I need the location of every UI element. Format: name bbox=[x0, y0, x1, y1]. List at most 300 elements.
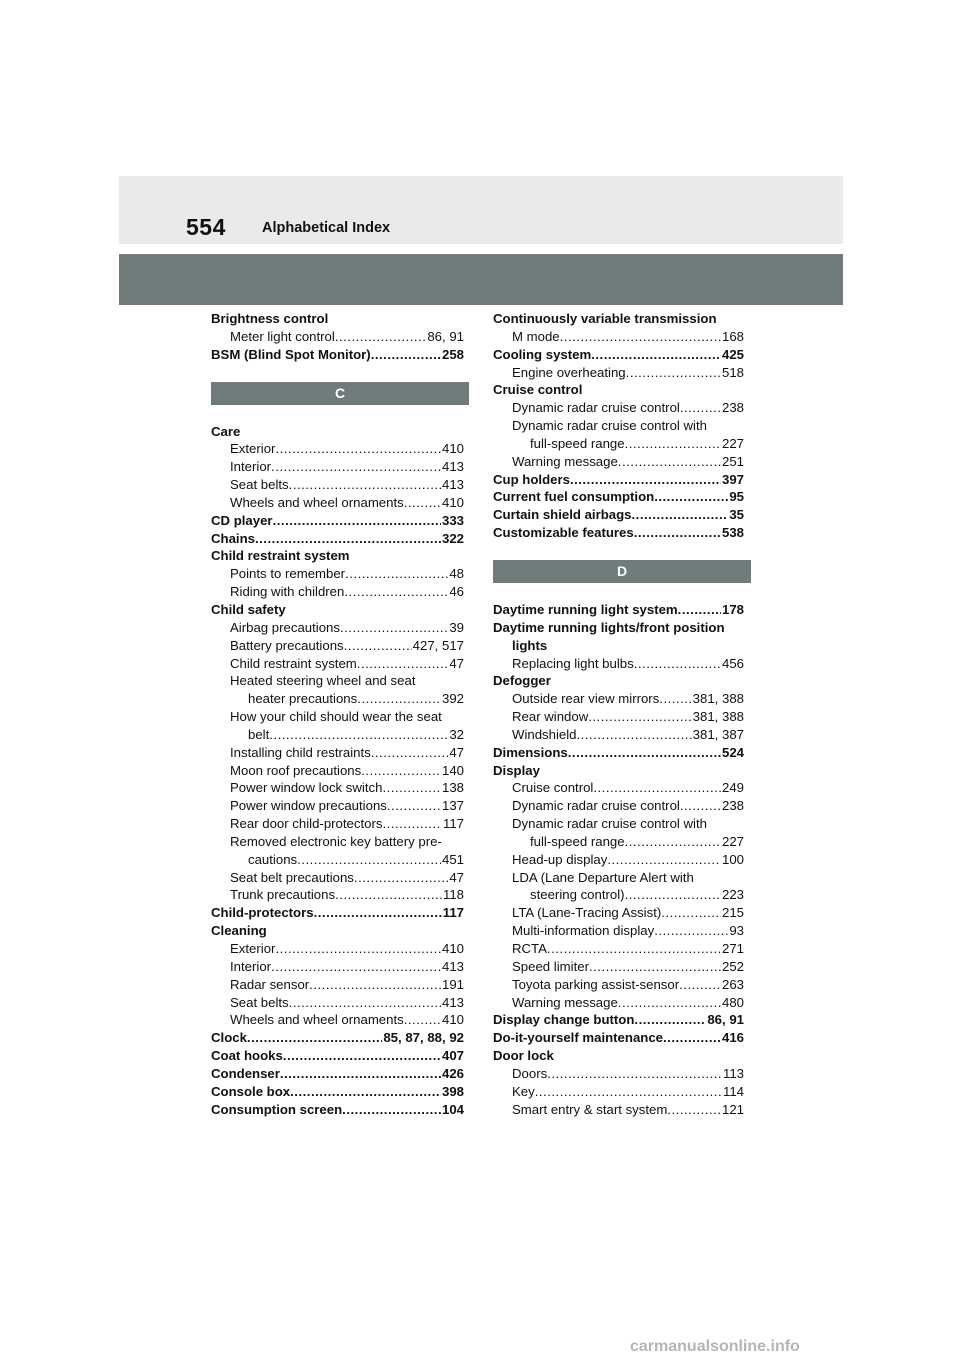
entry-term: Key bbox=[512, 1083, 535, 1099]
dot-leader bbox=[361, 762, 441, 780]
index-entry bbox=[493, 328, 744, 346]
index-entry bbox=[493, 833, 744, 851]
index-entry bbox=[211, 310, 464, 328]
entry-term: Speed limiter bbox=[512, 958, 589, 974]
index-entry bbox=[493, 435, 744, 453]
entry-page: 410 bbox=[441, 494, 464, 510]
dot-leader bbox=[593, 779, 721, 797]
entry-term: How your child should wear the seat bbox=[230, 709, 442, 725]
index-entry bbox=[211, 904, 464, 922]
index-entry bbox=[493, 399, 744, 417]
entry-term: Toyota parking assist-sensor bbox=[512, 976, 680, 992]
dot-leader bbox=[354, 869, 448, 887]
entry-term: Power window lock switch bbox=[230, 780, 383, 796]
entry-term: Warning message bbox=[512, 994, 618, 1010]
index-entry bbox=[493, 346, 744, 364]
entry-page: 47 bbox=[449, 655, 464, 671]
entry-term: Battery precautions bbox=[230, 637, 344, 653]
index-entry bbox=[493, 310, 744, 328]
entry-term: Exterior bbox=[230, 441, 276, 457]
index-entry bbox=[211, 637, 464, 655]
entry-page: 93 bbox=[729, 923, 744, 939]
entry-page: 251 bbox=[721, 453, 744, 469]
entry-term: Consumption screen bbox=[211, 1101, 343, 1117]
index-entry bbox=[493, 672, 744, 690]
dot-leader bbox=[344, 637, 412, 655]
index-group-top-right bbox=[493, 310, 744, 542]
dot-leader bbox=[357, 690, 441, 708]
entry-term: Airbag precautions bbox=[230, 619, 340, 635]
index-entry bbox=[211, 976, 464, 994]
index-entry bbox=[211, 779, 464, 797]
index-entry bbox=[211, 1065, 464, 1083]
entry-page: 413 bbox=[441, 477, 464, 493]
entry-page: 410 bbox=[441, 1012, 464, 1028]
index-entry bbox=[493, 1065, 744, 1083]
page-number: 554 bbox=[186, 214, 226, 240]
entry-term: Console box bbox=[211, 1083, 291, 1099]
entry-term: Engine overheating bbox=[512, 364, 626, 380]
entry-page: 451 bbox=[441, 851, 464, 867]
index-entry bbox=[211, 690, 464, 708]
entry-term: Warning message bbox=[512, 453, 618, 469]
entry-page: 178 bbox=[721, 601, 744, 617]
index-entry bbox=[493, 762, 744, 780]
entry-term: M mode bbox=[512, 328, 560, 344]
entry-term: Interior bbox=[230, 958, 272, 974]
index-column-left bbox=[211, 310, 464, 1118]
dot-leader bbox=[404, 1011, 441, 1029]
index-column-right bbox=[493, 310, 744, 1118]
dot-leader bbox=[547, 1065, 722, 1083]
index-entry bbox=[493, 488, 744, 506]
entry-term: Child safety bbox=[211, 601, 286, 617]
dot-leader bbox=[607, 851, 721, 869]
index-entry bbox=[211, 346, 464, 364]
entry-term: Head-up display bbox=[512, 851, 608, 867]
entry-term: Condenser bbox=[211, 1065, 280, 1081]
entry-page: 426 bbox=[441, 1065, 464, 1081]
index-entry bbox=[211, 869, 464, 887]
entry-page: 118 bbox=[442, 887, 464, 903]
entry-term: Exterior bbox=[230, 941, 276, 956]
dot-leader bbox=[344, 583, 448, 601]
index-entry bbox=[211, 530, 464, 548]
entry-page: 381, 387 bbox=[692, 726, 744, 742]
entry-term: Defogger bbox=[493, 673, 551, 689]
dot-leader bbox=[289, 476, 441, 494]
entry-page: 413 bbox=[441, 994, 464, 1010]
entry-term: Seat belts bbox=[230, 994, 289, 1010]
entry-term: Daytime running light system bbox=[493, 601, 678, 617]
index-entry bbox=[493, 726, 744, 744]
entry-page: 86, 91 bbox=[707, 1012, 744, 1028]
index-entry bbox=[211, 423, 464, 441]
entry-term: Display bbox=[493, 762, 540, 778]
dot-leader bbox=[255, 530, 441, 548]
index-group-c bbox=[211, 423, 464, 1119]
dot-leader bbox=[357, 655, 449, 673]
entry-page: 416 bbox=[721, 1030, 744, 1046]
index-entry bbox=[493, 1029, 744, 1047]
entry-page: 121 bbox=[721, 1101, 744, 1117]
dot-leader bbox=[273, 512, 441, 530]
entry-term: Dynamic radar cruise control bbox=[512, 798, 680, 814]
entry-term: Current fuel consumption bbox=[493, 489, 655, 505]
dot-leader bbox=[663, 1029, 721, 1047]
entry-term: Seat belt precautions bbox=[230, 869, 354, 885]
entry-term: Moon roof precautions bbox=[230, 762, 362, 778]
dot-leader bbox=[659, 690, 691, 708]
dot-leader bbox=[271, 958, 441, 976]
index-entry bbox=[211, 815, 464, 833]
index-entry bbox=[493, 417, 744, 435]
entry-term: Windshield bbox=[512, 726, 577, 742]
index-entry bbox=[211, 886, 464, 904]
entry-term: RCTA bbox=[512, 941, 547, 956]
index-entry bbox=[211, 1047, 464, 1065]
entry-term: Cup holders bbox=[493, 471, 570, 487]
entry-term: Brightness control bbox=[211, 311, 329, 326]
header-band bbox=[119, 254, 843, 305]
dot-leader bbox=[589, 958, 721, 976]
dot-leader bbox=[661, 904, 721, 922]
entry-term: LTA (Lane-Tracing Assist) bbox=[512, 905, 662, 921]
entry-page: 117 bbox=[442, 905, 464, 921]
entry-page: 168 bbox=[721, 328, 744, 344]
index-entry bbox=[211, 833, 464, 851]
entry-term: Wheels and wheel ornaments bbox=[230, 494, 404, 510]
entry-page: 252 bbox=[721, 958, 744, 974]
index-entry bbox=[493, 471, 744, 489]
entry-term: Radar sensor bbox=[230, 976, 310, 992]
entry-term: Chains bbox=[211, 530, 255, 546]
index-entry bbox=[493, 690, 744, 708]
entry-page: 413 bbox=[441, 958, 464, 974]
entry-page: 238 bbox=[721, 798, 744, 814]
entry-term: Outside rear view mirrors bbox=[512, 691, 660, 707]
entry-page: 249 bbox=[721, 780, 744, 796]
dot-leader bbox=[625, 833, 721, 851]
entry-page: 227 bbox=[721, 435, 744, 451]
dot-leader bbox=[340, 619, 448, 637]
index-entry bbox=[493, 1083, 744, 1101]
dot-leader bbox=[335, 328, 427, 346]
entry-term: Clock bbox=[211, 1030, 247, 1046]
index-entry bbox=[211, 458, 464, 476]
index-entry bbox=[211, 744, 464, 762]
entry-page: 322 bbox=[441, 530, 464, 546]
index-entry bbox=[493, 940, 744, 958]
dot-leader bbox=[297, 851, 441, 869]
entry-term: Daytime running lights/front position bbox=[493, 619, 725, 635]
entry-page: 392 bbox=[441, 691, 464, 707]
entry-page: 238 bbox=[721, 400, 744, 416]
entry-term: Continuously variable transmission bbox=[493, 311, 717, 326]
index-entry bbox=[493, 708, 744, 726]
dot-leader bbox=[269, 726, 448, 744]
entry-term: Child restraint system bbox=[230, 655, 357, 671]
entry-page: 227 bbox=[721, 833, 744, 849]
dot-leader bbox=[289, 994, 441, 1012]
letter-heading-d: D bbox=[493, 560, 751, 583]
entry-term: Points to remember bbox=[230, 566, 346, 582]
index-entry bbox=[211, 708, 464, 726]
entry-page: 427, 517 bbox=[412, 637, 464, 653]
index-entry bbox=[211, 994, 464, 1012]
dot-leader bbox=[271, 458, 441, 476]
dot-leader bbox=[632, 506, 729, 524]
dot-leader bbox=[654, 922, 728, 940]
index-entry bbox=[493, 381, 744, 399]
entry-page: 140 bbox=[441, 762, 464, 778]
entry-page: 407 bbox=[441, 1048, 464, 1064]
dot-leader bbox=[535, 1083, 722, 1101]
index-entry bbox=[493, 976, 744, 994]
entry-term: Cruise control bbox=[493, 382, 583, 398]
entry-term: Rear window bbox=[512, 709, 589, 725]
index-entry bbox=[493, 958, 744, 976]
entry-term: Dimensions bbox=[493, 744, 568, 760]
dot-leader bbox=[680, 797, 721, 815]
entry-term: Trunk precautions bbox=[230, 887, 336, 903]
index-entry bbox=[493, 364, 744, 382]
entry-term: Dynamic radar cruise control with bbox=[512, 816, 707, 832]
index-entry bbox=[211, 672, 464, 690]
dot-leader bbox=[275, 940, 441, 958]
dot-leader bbox=[618, 453, 721, 471]
dot-leader bbox=[634, 524, 721, 542]
entry-page: 39 bbox=[449, 619, 464, 635]
entry-page: 398 bbox=[441, 1083, 464, 1099]
entry-page: 271 bbox=[721, 941, 744, 956]
dot-leader bbox=[309, 976, 441, 994]
index-entry bbox=[211, 512, 464, 530]
index-entry bbox=[493, 744, 744, 762]
entry-term: Replacing light bulbs bbox=[512, 655, 634, 671]
dot-leader bbox=[560, 328, 721, 346]
dot-leader bbox=[678, 601, 721, 619]
entry-term: Care bbox=[211, 423, 241, 439]
entry-term: Curtain shield airbags bbox=[493, 507, 632, 523]
letter-heading-c: C bbox=[211, 382, 469, 405]
entry-page: 46 bbox=[449, 584, 464, 600]
entry-page: 518 bbox=[721, 364, 744, 380]
entry-page: 117 bbox=[442, 816, 464, 832]
entry-term: Coat hooks bbox=[211, 1048, 283, 1064]
entry-term: Heated steering wheel and seat bbox=[230, 673, 416, 689]
entry-term: Door lock bbox=[493, 1048, 554, 1064]
index-entry bbox=[211, 797, 464, 815]
entry-term: belt bbox=[248, 726, 270, 742]
index-entry bbox=[493, 524, 744, 542]
index-entry bbox=[211, 1011, 464, 1029]
dot-leader bbox=[577, 726, 692, 744]
entry-page: 100 bbox=[721, 851, 744, 867]
entry-term: Cleaning bbox=[211, 923, 267, 939]
entry-page: 223 bbox=[721, 887, 744, 903]
index-entry bbox=[493, 619, 744, 637]
entry-term: Child restraint system bbox=[211, 548, 350, 564]
header-bar bbox=[119, 176, 843, 244]
index-entry bbox=[493, 886, 744, 904]
index-entry bbox=[211, 1029, 464, 1047]
entry-term: BSM (Blind Spot Monitor) bbox=[211, 346, 371, 362]
index-entry bbox=[211, 565, 464, 583]
index-entry bbox=[211, 583, 464, 601]
entry-page: 47 bbox=[449, 869, 464, 885]
dot-leader bbox=[634, 1011, 706, 1029]
index-entry bbox=[493, 922, 744, 940]
entry-term: lights bbox=[512, 637, 548, 653]
dot-leader bbox=[654, 488, 728, 506]
index-entry bbox=[493, 1011, 744, 1029]
index-entry bbox=[211, 958, 464, 976]
entry-term: Seat belts bbox=[230, 477, 289, 493]
dot-leader bbox=[283, 1047, 441, 1065]
index-entry bbox=[211, 762, 464, 780]
entry-page: 35 bbox=[729, 507, 744, 523]
dot-leader bbox=[591, 346, 721, 364]
dot-leader bbox=[568, 744, 721, 762]
entry-page: 85, 87, 88, 92 bbox=[383, 1030, 464, 1046]
entry-page: 480 bbox=[721, 994, 744, 1010]
dot-leader bbox=[570, 471, 721, 489]
entry-term: steering control) bbox=[530, 887, 625, 903]
entry-term: Cooling system bbox=[493, 346, 592, 362]
dot-leader bbox=[625, 886, 721, 904]
entry-page: 397 bbox=[721, 471, 744, 487]
index-entry bbox=[211, 726, 464, 744]
entry-term: Meter light control bbox=[230, 328, 335, 344]
index-entry bbox=[211, 1083, 464, 1101]
dot-leader bbox=[387, 797, 441, 815]
index-entry bbox=[211, 851, 464, 869]
index-group-top-left bbox=[211, 310, 464, 364]
dot-leader bbox=[626, 364, 721, 382]
entry-term: Multi-information display bbox=[512, 923, 655, 939]
dot-leader bbox=[625, 435, 721, 453]
dot-leader bbox=[247, 1029, 382, 1047]
entry-term: LDA (Lane Departure Alert with bbox=[512, 869, 694, 885]
index-entry bbox=[211, 922, 464, 940]
dot-leader bbox=[335, 886, 442, 904]
index-entry bbox=[493, 869, 744, 887]
entry-page: 47 bbox=[449, 744, 464, 760]
index-entry bbox=[493, 453, 744, 471]
entry-term: Child-protectors bbox=[211, 905, 314, 921]
dot-leader bbox=[634, 655, 721, 673]
index-entry bbox=[493, 815, 744, 833]
dot-leader bbox=[314, 904, 442, 922]
dot-leader bbox=[404, 494, 441, 512]
index-entry bbox=[211, 328, 464, 346]
index-entry bbox=[211, 619, 464, 637]
index-entry bbox=[211, 601, 464, 619]
entry-page: 95 bbox=[729, 489, 744, 505]
index-entry bbox=[211, 476, 464, 494]
entry-page: 32 bbox=[449, 726, 464, 742]
entry-page: 48 bbox=[449, 566, 464, 582]
dot-leader bbox=[382, 779, 441, 797]
dot-leader bbox=[290, 1083, 441, 1101]
dot-leader bbox=[371, 346, 441, 364]
entry-term: Display change button bbox=[493, 1012, 635, 1028]
index-entry bbox=[493, 904, 744, 922]
entry-page: 263 bbox=[721, 976, 744, 992]
entry-page: 381, 388 bbox=[692, 709, 744, 725]
entry-page: 456 bbox=[721, 655, 744, 671]
index-entry bbox=[493, 1047, 744, 1065]
dot-leader bbox=[667, 1101, 721, 1119]
dot-leader bbox=[547, 940, 721, 958]
entry-term: Customizable features bbox=[493, 525, 634, 541]
entry-page: 138 bbox=[441, 780, 464, 796]
dot-leader bbox=[588, 708, 691, 726]
entry-page: 191 bbox=[441, 976, 464, 992]
entry-page: 333 bbox=[441, 512, 464, 528]
entry-page: 258 bbox=[441, 346, 464, 362]
index-entry bbox=[211, 940, 464, 958]
index-entry bbox=[493, 851, 744, 869]
index-entry bbox=[211, 494, 464, 512]
index-entry bbox=[211, 655, 464, 673]
index-entry bbox=[493, 601, 744, 619]
index-entry bbox=[493, 506, 744, 524]
index-entry bbox=[211, 1101, 464, 1119]
entry-term: Dynamic radar cruise control with bbox=[512, 418, 707, 434]
entry-page: 114 bbox=[722, 1083, 744, 1099]
entry-page: 137 bbox=[441, 798, 464, 814]
entry-term: Removed electronic key battery pre- bbox=[230, 833, 442, 849]
index-entry bbox=[493, 655, 744, 673]
entry-page: 524 bbox=[721, 744, 744, 760]
index-entry bbox=[211, 440, 464, 458]
dot-leader bbox=[275, 440, 441, 458]
dot-leader bbox=[680, 399, 721, 417]
index-entry bbox=[493, 637, 744, 655]
index-entry bbox=[211, 547, 464, 565]
entry-page: 86, 91 bbox=[427, 328, 464, 344]
dot-leader bbox=[618, 994, 721, 1012]
watermark: carmanualsonline.info bbox=[630, 1338, 800, 1355]
index-group-d bbox=[493, 601, 744, 1118]
entry-page: 410 bbox=[441, 941, 464, 956]
entry-term: Do-it-yourself maintenance bbox=[493, 1030, 664, 1046]
entry-term: Wheels and wheel ornaments bbox=[230, 1012, 404, 1028]
entry-page: 425 bbox=[721, 346, 744, 362]
entry-term: Doors bbox=[512, 1065, 548, 1081]
entry-term: full-speed range bbox=[530, 435, 625, 451]
entry-term: heater precautions bbox=[248, 691, 358, 707]
entry-page: 215 bbox=[721, 905, 744, 921]
dot-leader bbox=[371, 744, 449, 762]
entry-page: 381, 388 bbox=[692, 691, 744, 707]
index-entry bbox=[493, 1101, 744, 1119]
entry-term: Cruise control bbox=[512, 780, 594, 796]
entry-term: cautions bbox=[248, 851, 298, 867]
entry-term: Smart entry & start system bbox=[512, 1101, 668, 1117]
entry-term: CD player bbox=[211, 512, 273, 528]
dot-leader bbox=[382, 815, 442, 833]
index-entry bbox=[493, 779, 744, 797]
entry-term: Power window precautions bbox=[230, 798, 387, 814]
entry-page: 410 bbox=[441, 441, 464, 457]
dot-leader bbox=[345, 565, 448, 583]
dot-leader bbox=[679, 976, 721, 994]
dot-leader bbox=[342, 1101, 441, 1119]
entry-term: Riding with children bbox=[230, 584, 345, 600]
